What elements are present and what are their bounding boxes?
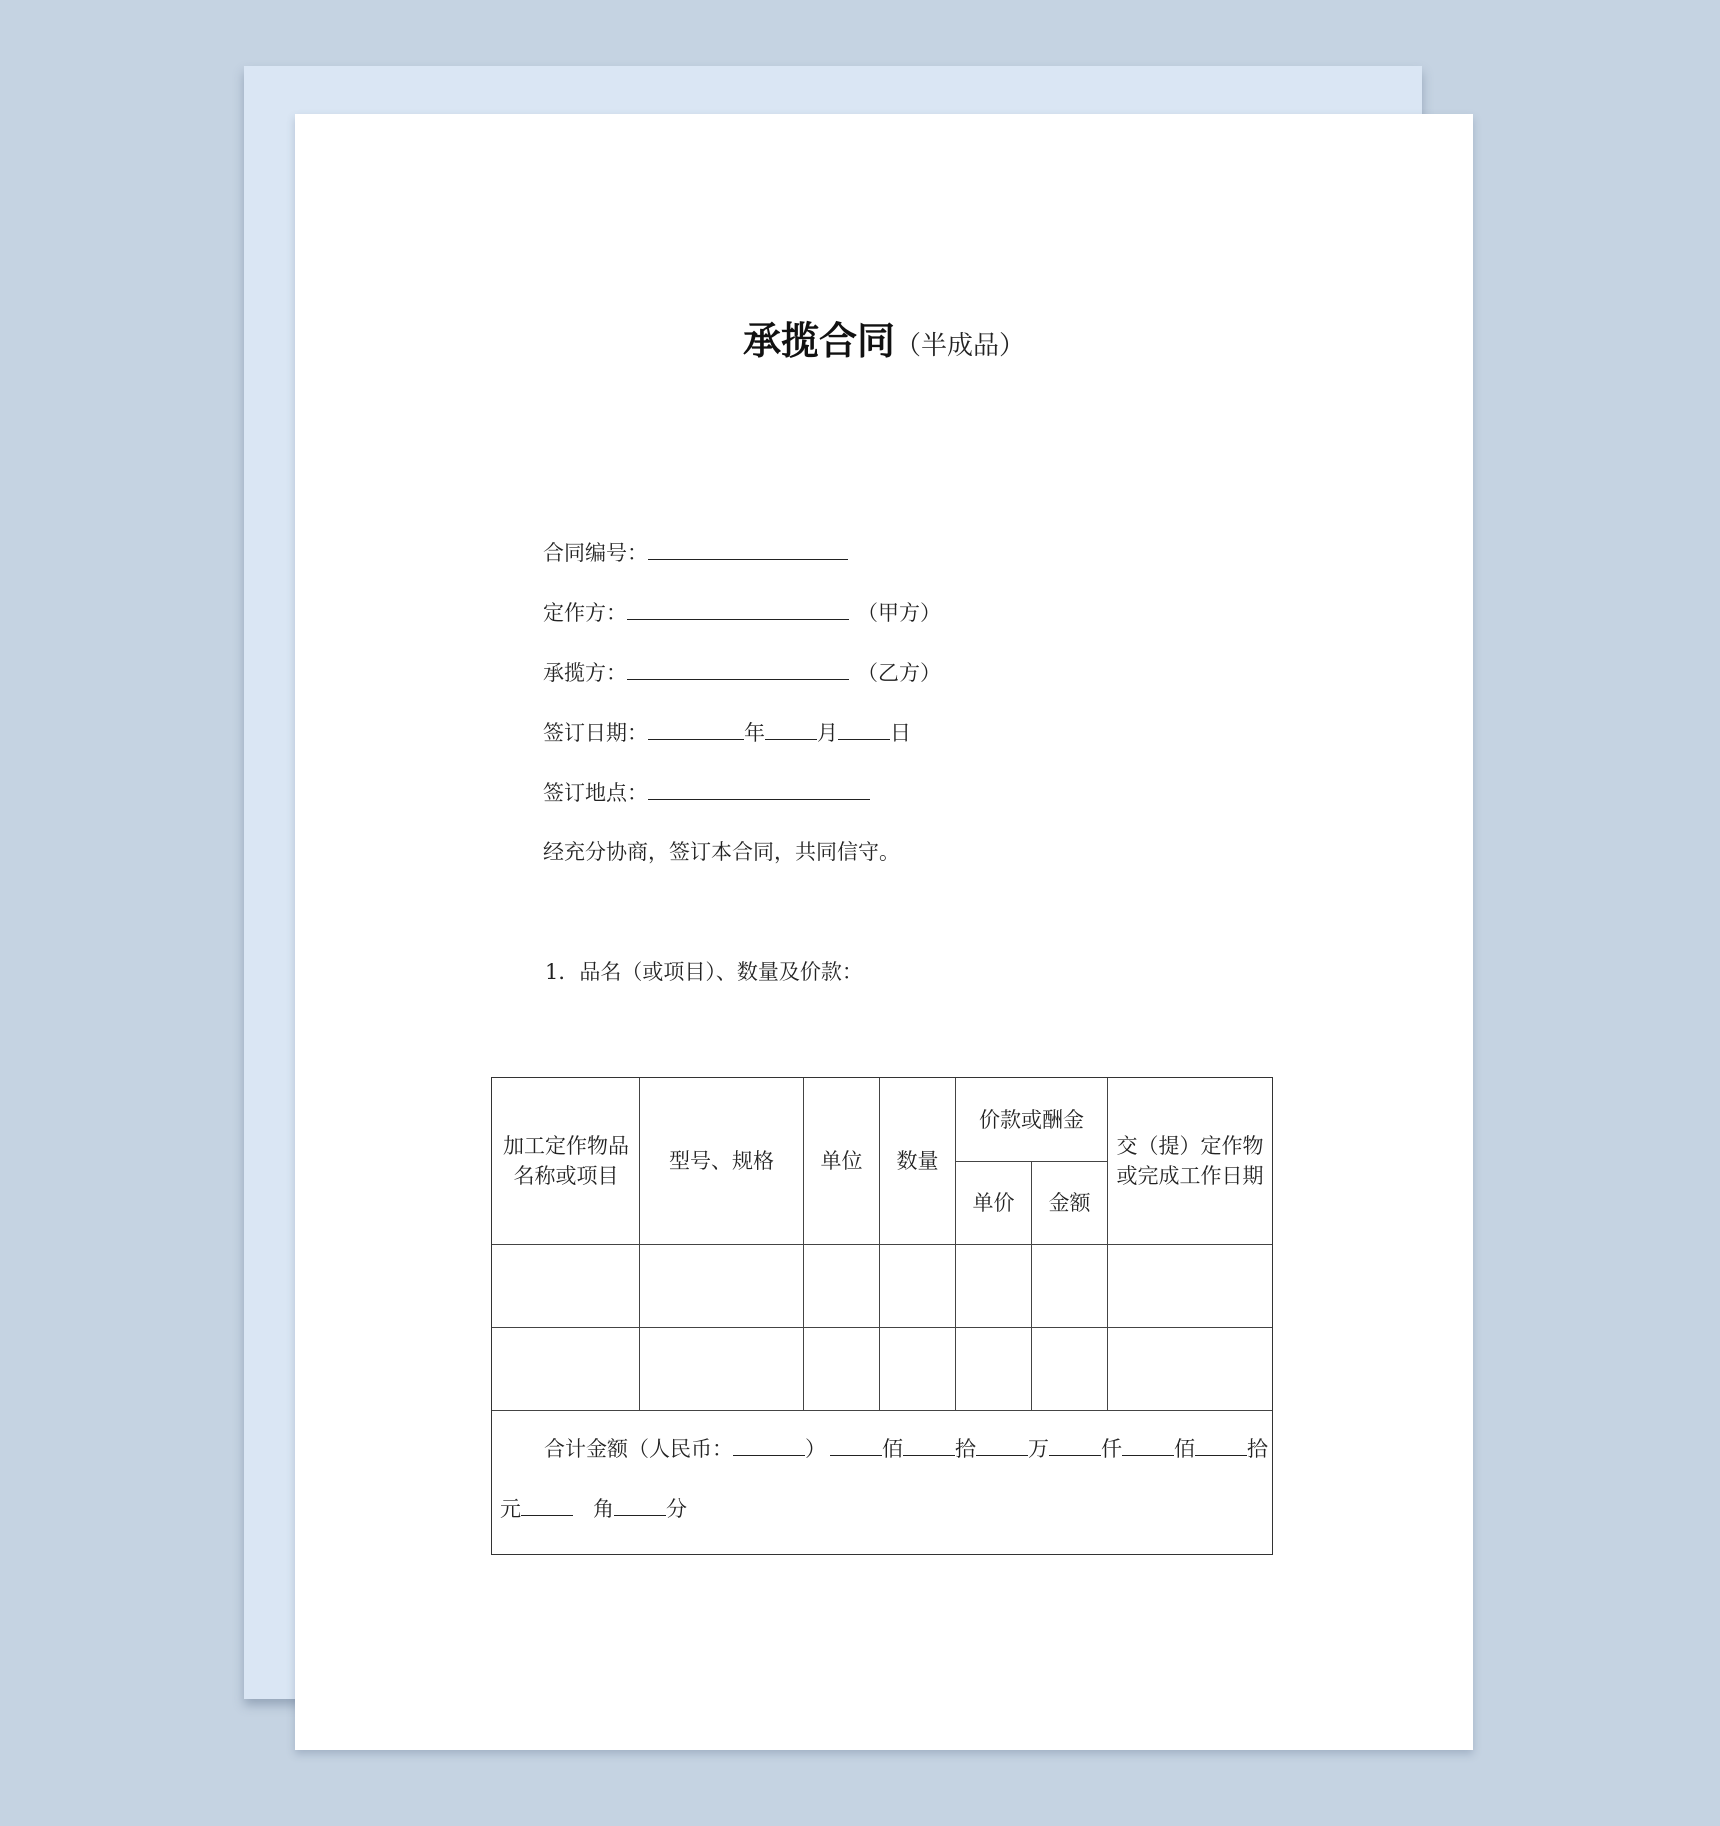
orderer-field (543, 597, 941, 628)
year-label: 年 (744, 721, 765, 745)
sign-place-label: 签订地点： (543, 781, 648, 805)
grid-line (1107, 1078, 1108, 1410)
wan-label: 万 (1028, 1437, 1049, 1461)
shi-label: 拾 (1247, 1437, 1268, 1461)
header-model-spec: 型号、规格 (669, 1149, 774, 1173)
jiao-label: 角 (593, 1497, 614, 1521)
sign-date-field (543, 717, 911, 748)
total-close: ） (805, 1437, 826, 1461)
qian-blank (1049, 1433, 1101, 1456)
orderer-label: 定作方： (543, 601, 627, 625)
month-label: 月 (817, 721, 838, 745)
title-main: 承揽合同 (742, 319, 895, 363)
sign-date-label: 签订日期： (543, 721, 648, 745)
sign-place-field (543, 777, 870, 808)
yuan-blank (521, 1493, 573, 1516)
shi-wan-blank (903, 1433, 955, 1456)
fen-label: 分 (666, 1497, 687, 1521)
bai-wan-label: 佰 (882, 1437, 903, 1461)
contract-no-label: 合同编号： (543, 541, 648, 565)
header-unit-price: 单价 (972, 1191, 1015, 1215)
header-price-group: 价款或酬金 (979, 1107, 1084, 1132)
orderer-blank (627, 597, 849, 620)
contractor-field (543, 657, 941, 688)
grid-line (492, 1327, 1272, 1328)
wan-blank (976, 1433, 1028, 1456)
bai-wan-blank (830, 1433, 882, 1456)
contractor-blank (627, 657, 849, 680)
year-blank (648, 717, 744, 740)
document-page (295, 114, 1473, 1750)
qian-label: 仟 (1101, 1437, 1122, 1461)
total-amount-line-1 (544, 1433, 1268, 1464)
total-label: 合计金额（人民币： (544, 1437, 733, 1461)
title-subtitle: （半成品） (895, 331, 1026, 361)
month-blank (765, 717, 817, 740)
day-label: 日 (890, 721, 911, 745)
jiao-blank (614, 1493, 666, 1516)
orderer-suffix: （甲方） (857, 601, 941, 625)
bai-blank (1122, 1433, 1174, 1456)
price-table (491, 1077, 1273, 1555)
section-1-heading: 1．品名（或项目）、数量及价款： (545, 960, 863, 984)
grid-line (492, 1410, 1272, 1411)
total-amount-line-2 (500, 1493, 687, 1524)
contract-no-field (543, 537, 848, 568)
header-delivery-date: 交（提）定作物或完成工作日期 (1116, 1134, 1264, 1188)
shi-wan-label: 拾 (955, 1437, 976, 1461)
header-item-name: 加工定作物品名称或项目 (503, 1134, 629, 1188)
total-rmb-blank (733, 1433, 805, 1456)
day-blank (838, 717, 890, 740)
shi-blank (1195, 1433, 1247, 1456)
header-quantity: 数量 (896, 1149, 939, 1173)
document-title (295, 310, 1473, 365)
header-amount: 金额 (1048, 1191, 1091, 1215)
agreement-statement: 经充分协商，签订本合同，共同信守。 (543, 840, 900, 864)
sign-place-blank (648, 777, 870, 800)
bai-label: 佰 (1174, 1437, 1195, 1461)
contractor-label: 承揽方： (543, 661, 627, 685)
grid-line (492, 1244, 1272, 1245)
contractor-suffix: （乙方） (857, 661, 941, 685)
contract-no-blank (648, 537, 848, 560)
header-unit: 单位 (820, 1149, 863, 1173)
yuan-label: 元 (500, 1497, 521, 1521)
